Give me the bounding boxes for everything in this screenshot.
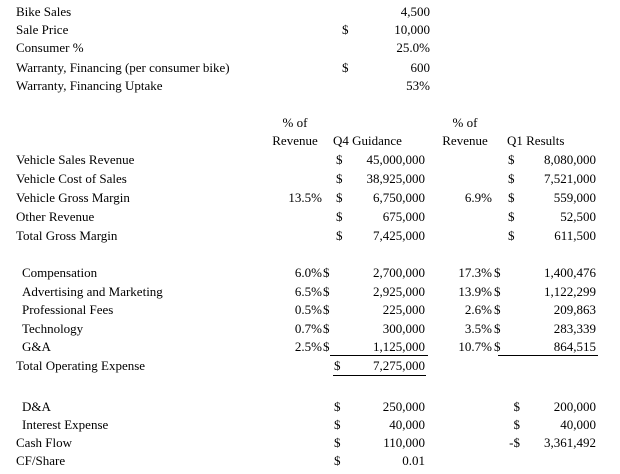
q1-results-value: 7,521,000 [544,171,596,186]
q4-guidance-value: 300,000 [382,321,425,336]
underline-rule [498,355,598,356]
q4-guidance-value: 0.01 [402,453,425,468]
table-row-label: Professional Fees [22,302,114,317]
q1-results-value [500,452,596,470]
top-label: Sale Price [16,22,69,37]
table-row-label: Other Revenue [16,209,95,224]
currency-symbol: $ [336,152,343,167]
currency-symbol: $ [342,60,349,75]
header-pct-revenue-q4: % of [282,115,308,130]
currency-symbol: $ [334,358,341,373]
top-label: Warranty, Financing (per consumer bike) [16,60,230,75]
pct-revenue-q4 [270,208,322,226]
q4-guidance-value: 40,000 [389,417,425,432]
top-label: Bike Sales [16,4,72,19]
currency-symbol: $ [508,152,515,167]
table-row-label: CF/Share [16,453,66,468]
q4-guidance-value: 38,925,000 [366,171,425,186]
pct-revenue-q1: 2.6% [464,302,492,317]
q4-guidance-value: 6,750,000 [373,190,425,205]
header-pct-revenue-q1: % of [452,115,478,130]
top-value: 25.0% [396,40,430,55]
q4-guidance-value: 2,700,000 [373,265,425,280]
currency-symbol: $ [334,435,341,450]
pct-revenue-q4: 0.7% [294,321,322,336]
pct-revenue-q4 [270,170,322,188]
pct-revenue-q1 [440,227,492,245]
currency-symbol: $ [494,284,501,299]
top-value: 53% [406,78,430,93]
currency-symbol: $ [508,190,515,205]
currency-symbol: $ [323,339,330,354]
currency-symbol: $ [323,321,330,336]
currency-symbol: $ [513,399,520,414]
top-value: 10,000 [394,22,430,37]
total-operating-expense-label: Total Operating Expense [16,358,146,373]
q4-guidance-value: 45,000,000 [366,152,425,167]
currency-symbol: $ [336,190,343,205]
header-pct-revenue-q1: Revenue [442,133,488,148]
table-row-label: Compensation [22,265,98,280]
currency-symbol: $ [494,339,501,354]
pct-revenue-q1: 13.9% [458,284,492,299]
top-label: Consumer % [16,40,84,55]
pct-revenue-q1 [440,170,492,188]
currency-symbol: $ [508,228,515,243]
currency-symbol: $ [334,399,341,414]
currency-symbol: $ [334,453,341,468]
q1-results-value: 559,000 [553,190,596,205]
table-row-label: Total Gross Margin [16,228,118,243]
currency-symbol: $ [494,265,501,280]
currency-symbol: $ [334,417,341,432]
pct-revenue-q4: 6.5% [294,284,322,299]
table-row-label: Advertising and Marketing [22,284,163,299]
table-row-label: Cash Flow [16,435,72,450]
q4-guidance-value: 1,125,000 [373,339,425,354]
table-row-label: Interest Expense [22,417,109,432]
pct-revenue-q1: 17.3% [458,265,492,280]
currency-symbol: $ [494,321,501,336]
underline-rule [330,355,428,356]
currency-symbol: $ [323,265,330,280]
pct-revenue-q1: 6.9% [464,190,492,205]
total-operating-expense-value: 7,275,000 [373,358,425,373]
q1-results-value: 209,863 [553,302,596,317]
q4-guidance-value: 675,000 [382,209,425,224]
header-q1-results: Q1 Results [507,133,565,148]
currency-symbol: $ [508,171,515,186]
pct-revenue-q1: 10.7% [458,339,492,354]
currency-symbol: $ [323,284,330,299]
table-row-label: Technology [22,321,84,336]
q1-results-value: 283,339 [553,321,596,336]
currency-symbol: $ [508,209,515,224]
currency-symbol: $ [336,209,343,224]
currency-symbol: $ [494,302,501,317]
q1-results-value: 200,000 [553,399,596,414]
q4-guidance-value: 225,000 [382,302,425,317]
q1-results-value: 52,500 [560,209,596,224]
pct-revenue-q1: 3.5% [464,321,492,336]
q1-results-value: 1,400,476 [544,265,596,280]
table-row-label: G&A [22,339,51,354]
pct-revenue-q4: 6.0% [294,265,322,280]
q1-results-value: 1,122,299 [544,284,596,299]
q1-results-value: 3,361,492 [544,435,596,450]
top-label: Warranty, Financing Uptake [16,78,163,93]
currency-symbol: $ [513,417,520,432]
table-row-label: D&A [22,399,51,414]
currency-symbol: $ [323,302,330,317]
q1-results-value: 40,000 [560,417,596,432]
pct-revenue-q4 [270,151,322,169]
underline-rule [333,375,426,376]
pct-revenue-q4: 13.5% [288,190,322,205]
currency-symbol: $ [336,228,343,243]
table-row-label: Vehicle Sales Revenue [16,152,135,167]
pct-revenue-q1 [440,208,492,226]
q1-results-value: 8,080,000 [544,152,596,167]
top-value: 600 [410,60,430,75]
currency-symbol: -$ [509,435,520,450]
top-value: 4,500 [400,4,430,19]
pct-revenue-q1 [440,151,492,169]
pct-revenue-q4 [270,227,322,245]
header-pct-revenue-q4: Revenue [272,133,318,148]
q4-guidance-value: 2,925,000 [373,284,425,299]
currency-symbol: $ [342,22,349,37]
table-row-label: Vehicle Cost of Sales [16,171,127,186]
pct-revenue-q4: 2.5% [294,339,322,354]
q4-guidance-value: 250,000 [382,399,425,414]
pct-revenue-q4: 0.5% [294,302,322,317]
q4-guidance-value: 7,425,000 [373,228,425,243]
q1-results-value: 611,500 [554,228,596,243]
currency-symbol: $ [336,171,343,186]
table-row-label: Vehicle Gross Margin [16,190,130,205]
q1-results-value: 864,515 [553,339,596,354]
header-q4-guidance: Q4 Guidance [333,133,402,148]
q4-guidance-value: 110,000 [383,435,425,450]
